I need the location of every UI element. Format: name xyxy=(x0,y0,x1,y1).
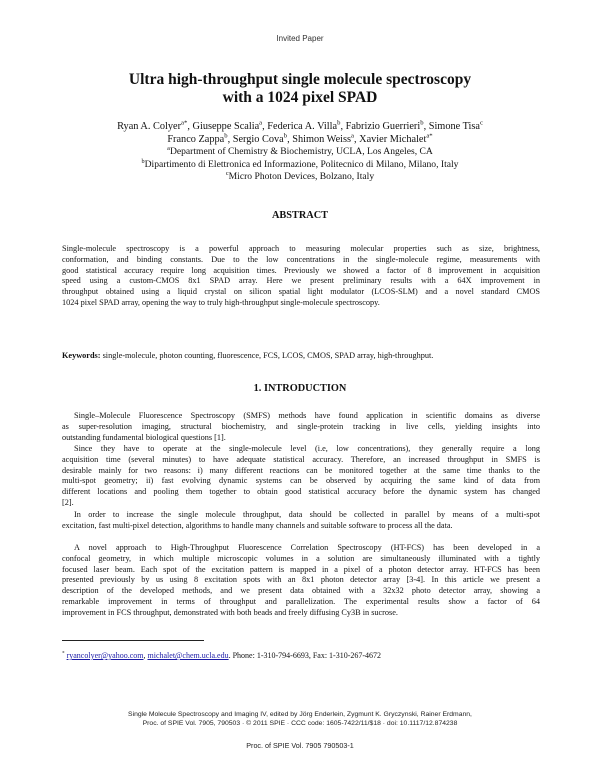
author-separator: , xyxy=(187,121,193,132)
text-line: as super-resolution imaging, structural biochemistry, and single-protein tracking in live cells, yielding insights into xyxy=(62,421,540,431)
text-line: different locations and pooling them together to obtain good statistical accuracy before the dynamic system has changed xyxy=(62,487,540,497)
text-line: good statistical accuracy require long acquisition times. Previously we showed a factor of 8 improvement in acquisition xyxy=(62,265,540,275)
author-name: Shimon Weiss xyxy=(292,134,352,145)
conference-line-2: Proc. of SPIE Vol. 7905, 790503 · © 2011 SPIE · CCC code: 1605-7422/11/$18 · doi: 10.1117/12.874238 xyxy=(142,720,458,728)
keywords-text: single-molecule, photon counting, fluorescence, FCS, LCOS, CMOS, SPAD array, high-throughput. xyxy=(100,351,434,360)
author-name: Franco Zappa xyxy=(167,134,225,145)
affiliation-text: Dipartimento di Elettronica ed Informazione, Politecnico di Milano, Milano, Italy xyxy=(144,158,459,170)
author-affiliation-mark: b xyxy=(337,119,341,127)
intro-paragraph-1 xyxy=(62,411,540,443)
conference-line-1: Single Molecule Spectroscopy and Imaging IV, edited by Jörg Enderlein, Zygmunt K. Gryczynski, Rainer Erdmann, xyxy=(128,711,472,718)
affiliation-mark: a xyxy=(167,144,170,152)
text-line: Single-molecule spectroscopy is a powerful approach to measuring molecular properties such as size, brightness, xyxy=(62,244,540,253)
author-separator: , xyxy=(262,121,268,132)
author-name: Xavier Michalet xyxy=(359,134,427,145)
affiliation-text: Department of Chemistry & Biochemistry, UCLA, Los Angeles, CA xyxy=(169,146,433,157)
page-footer: Proc. of SPIE Vol. 7905 790503-1 xyxy=(246,741,354,750)
author-name: Federica A. Villa xyxy=(267,121,338,132)
introduction-heading: 1. INTRODUCTION xyxy=(253,383,347,394)
author-name: Ryan A. Colyer xyxy=(117,121,182,132)
author-name: Simone Tisa xyxy=(428,121,480,132)
text-line: outstanding fundamental biological questions [1]. xyxy=(62,432,226,442)
affiliation xyxy=(40,171,560,184)
email-link-michalet[interactable]: michalet@chem.ucla.edu xyxy=(147,651,229,660)
author-separator: , xyxy=(340,121,346,132)
text-line: confocal geometry, in which multiple microscopic volumes in a solution are simultaneously illuminated with a tightly xyxy=(62,553,540,563)
keywords-label: Keywords: xyxy=(62,351,101,360)
text-line: [2]. xyxy=(62,497,74,507)
invited-paper-label: Invited Paper xyxy=(276,34,324,43)
footnote-contact: . Phone: 1-310-794-6693, Fax: 1-310-267-4672 xyxy=(228,651,382,660)
affiliation-text: Micro Photon Devices, Bolzano, Italy xyxy=(228,171,375,182)
text-line: excitation, fast multi-pixel detection, algorithms to handle many channels and suitable software to process all the data. xyxy=(62,520,453,530)
paper-title xyxy=(40,71,560,107)
text-line: desirable mainly for two reasons: i) many different reactions can be monitored together at the same time thanks to the xyxy=(62,465,540,475)
footnote-marker: * xyxy=(62,650,65,657)
text-line: speed using a custom-CMOS 8x1 SPAD array. Here we present preliminary results with a 64X improvement in xyxy=(62,276,540,286)
author-name: Fabrizio Guerrieri xyxy=(345,121,421,132)
text-line: focused laser beam. Each spot of the excitation pattern is mapped in a pixel of a photon detector array. HT-FCS has been xyxy=(62,564,540,574)
author-line-2 xyxy=(40,133,560,146)
text-line: Since they have to operate at the single-molecule level (i.e, low concentrations), they generally require a long xyxy=(74,444,540,453)
author-affiliation-mark: c xyxy=(479,119,483,127)
author-name: Sergio Cova xyxy=(232,134,284,145)
affiliation xyxy=(40,146,560,159)
text-line: description of the developed methods, and we present data obtained with a 32x32 photo detector array, showing a xyxy=(62,586,540,596)
abstract-text xyxy=(62,244,540,309)
text-line: In order to increase the single molecule throughput, data should be collected in parallel by means of a multi-spot xyxy=(74,510,540,519)
email-link-colyer[interactable]: ryancolyer@yahoo.com xyxy=(66,651,144,660)
footnote-rule xyxy=(62,640,204,641)
author-affiliation-mark: a* xyxy=(426,132,433,140)
text-line: acquisition time (several minutes) to have adequate statistical accuracy. Therefore, an increased throughput in SMFS is xyxy=(62,454,540,464)
author-affiliation-mark: b xyxy=(283,132,288,140)
author-affiliation-mark: a xyxy=(259,119,263,127)
abstract-heading: ABSTRACT xyxy=(271,210,329,221)
text-line: 1024 pixel SPAD array, opening the way to truly high-throughput single-molecule spectroscopy. xyxy=(62,297,380,307)
affiliation xyxy=(40,159,560,172)
keywords xyxy=(62,351,540,360)
intro-paragraph-3 xyxy=(62,510,540,532)
text-line: A novel approach to High-Throughput Fluorescence Correlation Spectroscopy (HT-FCS) has been developed in a xyxy=(74,543,540,552)
conference-info xyxy=(60,710,540,728)
author-affiliation-mark: b xyxy=(420,119,424,127)
text-line: presented previously by us using 8 excitation spots with an 8x1 photon detector array [3-4]. In this article we present a xyxy=(62,575,540,585)
author-name: Giuseppe Scalia xyxy=(192,121,260,132)
intro-paragraph-2 xyxy=(62,444,540,509)
text-line: conformation, and binding constants. Due to the low concentrations in the single-molecule regime, measurements with xyxy=(62,254,540,264)
footnote-separator: , xyxy=(143,651,148,660)
author-affiliation-mark: a xyxy=(351,132,354,140)
affiliation-mark: b xyxy=(141,157,145,165)
affiliation-list xyxy=(40,146,560,184)
text-line: throughput obtained using a liquid crystal on silicon spatial light modulator (LCOS-SLM) and a novel standard CMOS xyxy=(62,287,540,297)
author-affiliation-mark: b xyxy=(224,132,228,140)
title-line-2: with a 1024 pixel SPAD xyxy=(222,89,378,106)
author-separator: , xyxy=(287,134,293,145)
author-affiliation-mark: a* xyxy=(181,119,188,127)
author-line-1 xyxy=(40,120,560,133)
text-line: remarkable improvement in terms of throughput and parallelization. The experimental results show a factor of 64 xyxy=(62,596,540,606)
affiliation-mark: c xyxy=(225,169,229,177)
author-separator: , xyxy=(354,134,360,145)
author-separator: , xyxy=(227,134,233,145)
author-separator: , xyxy=(423,121,429,132)
text-line: multi-spot geometry; ii) fast evolving dynamic systems can be observed by acquiring the same kind of data from xyxy=(62,476,540,486)
footnote xyxy=(62,651,540,660)
intro-paragraph-4 xyxy=(62,543,540,619)
title-line-1: Ultra high-throughput single molecule spectroscopy xyxy=(128,71,472,88)
text-line: improvement in FCS throughput, demonstrated with both beads and freely diffusing Cy3B in sucrose. xyxy=(62,607,398,617)
text-line: Single–Molecule Fluorescence Spectroscopy (SMFS) methods have found application in scientific domains as diverse xyxy=(74,411,540,420)
author-list xyxy=(40,120,560,146)
